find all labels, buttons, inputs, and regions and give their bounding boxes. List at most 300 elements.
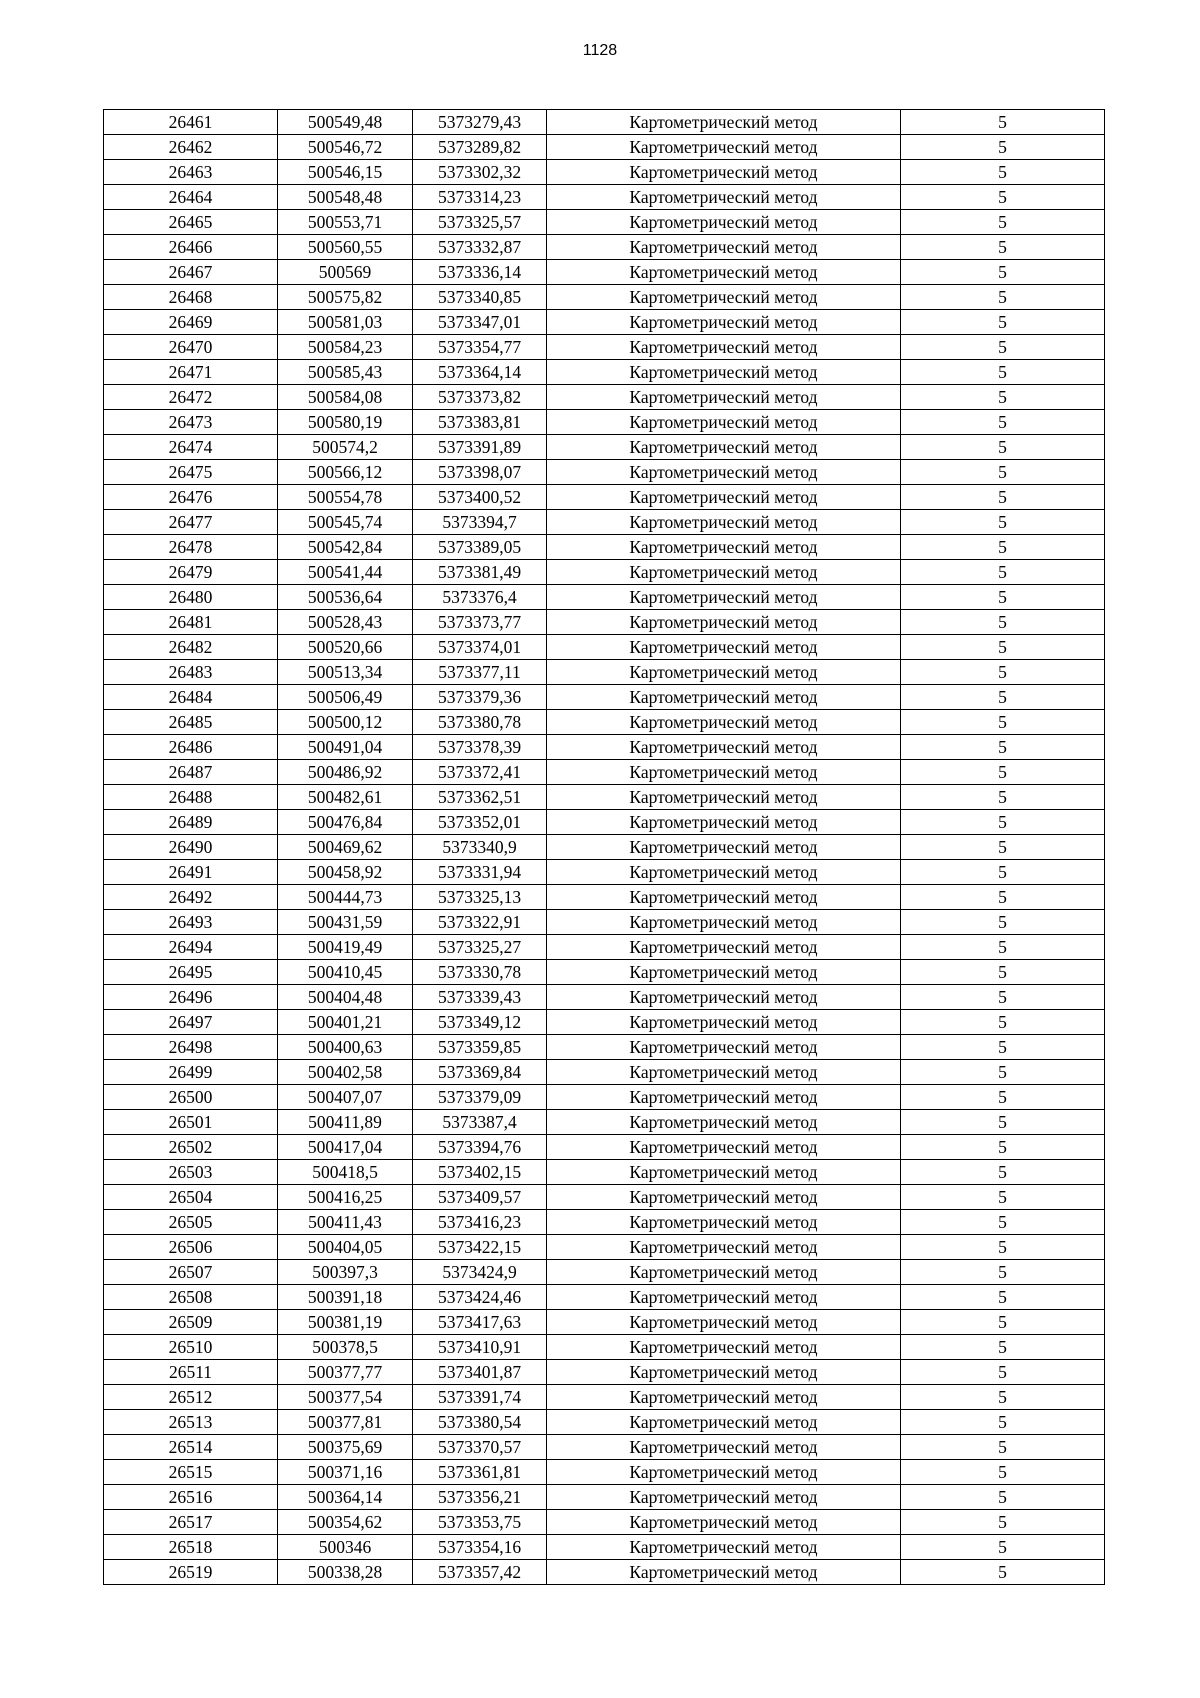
accuracy-cell: 5 bbox=[901, 360, 1105, 385]
x-coordinate-cell: 500338,28 bbox=[278, 1560, 413, 1585]
method-cell: Картометрический метод bbox=[547, 960, 901, 985]
method-cell: Картометрический метод bbox=[547, 1185, 901, 1210]
y-coordinate-cell: 5373330,78 bbox=[413, 960, 547, 985]
method-cell: Картометрический метод bbox=[547, 385, 901, 410]
x-coordinate-cell: 500418,5 bbox=[278, 1160, 413, 1185]
point-number-cell: 26471 bbox=[104, 360, 278, 385]
point-number-cell: 26474 bbox=[104, 435, 278, 460]
point-number-cell: 26492 bbox=[104, 885, 278, 910]
y-coordinate-cell: 5373356,21 bbox=[413, 1485, 547, 1510]
point-number-cell: 26517 bbox=[104, 1510, 278, 1535]
table-row bbox=[104, 960, 1105, 985]
method-cell: Картометрический метод bbox=[547, 910, 901, 935]
accuracy-cell: 5 bbox=[901, 585, 1105, 610]
point-number-cell: 26470 bbox=[104, 335, 278, 360]
y-coordinate-cell: 5373325,13 bbox=[413, 885, 547, 910]
accuracy-cell: 5 bbox=[901, 1260, 1105, 1285]
accuracy-cell: 5 bbox=[901, 1460, 1105, 1485]
x-coordinate-cell: 500545,74 bbox=[278, 510, 413, 535]
accuracy-cell: 5 bbox=[901, 985, 1105, 1010]
coordinates-table bbox=[103, 109, 1105, 1585]
point-number-cell: 26497 bbox=[104, 1010, 278, 1035]
x-coordinate-cell: 500482,61 bbox=[278, 785, 413, 810]
y-coordinate-cell: 5373380,54 bbox=[413, 1410, 547, 1435]
table-row bbox=[104, 685, 1105, 710]
x-coordinate-cell: 500553,71 bbox=[278, 210, 413, 235]
accuracy-cell: 5 bbox=[901, 1485, 1105, 1510]
point-number-cell: 26464 bbox=[104, 185, 278, 210]
method-cell: Картометрический метод bbox=[547, 585, 901, 610]
table-row bbox=[104, 935, 1105, 960]
y-coordinate-cell: 5373354,77 bbox=[413, 335, 547, 360]
method-cell: Картометрический метод bbox=[547, 1160, 901, 1185]
x-coordinate-cell: 500548,48 bbox=[278, 185, 413, 210]
accuracy-cell: 5 bbox=[901, 610, 1105, 635]
y-coordinate-cell: 5373352,01 bbox=[413, 810, 547, 835]
point-number-cell: 26483 bbox=[104, 660, 278, 685]
y-coordinate-cell: 5373336,14 bbox=[413, 260, 547, 285]
point-number-cell: 26461 bbox=[104, 110, 278, 135]
table-row bbox=[104, 610, 1105, 635]
x-coordinate-cell: 500381,19 bbox=[278, 1310, 413, 1335]
method-cell: Картометрический метод bbox=[547, 1560, 901, 1585]
y-coordinate-cell: 5373322,91 bbox=[413, 910, 547, 935]
accuracy-cell: 5 bbox=[901, 960, 1105, 985]
x-coordinate-cell: 500486,92 bbox=[278, 760, 413, 785]
point-number-cell: 26512 bbox=[104, 1385, 278, 1410]
point-number-cell: 26485 bbox=[104, 710, 278, 735]
accuracy-cell: 5 bbox=[901, 1335, 1105, 1360]
x-coordinate-cell: 500417,04 bbox=[278, 1135, 413, 1160]
x-coordinate-cell: 500431,59 bbox=[278, 910, 413, 935]
x-coordinate-cell: 500391,18 bbox=[278, 1285, 413, 1310]
method-cell: Картометрический метод bbox=[547, 335, 901, 360]
coordinates-table-body bbox=[104, 110, 1105, 1585]
method-cell: Картометрический метод bbox=[547, 1335, 901, 1360]
y-coordinate-cell: 5373401,87 bbox=[413, 1360, 547, 1385]
x-coordinate-cell: 500377,81 bbox=[278, 1410, 413, 1435]
accuracy-cell: 5 bbox=[901, 1235, 1105, 1260]
y-coordinate-cell: 5373354,16 bbox=[413, 1535, 547, 1560]
method-cell: Картометрический метод bbox=[547, 1535, 901, 1560]
point-number-cell: 26484 bbox=[104, 685, 278, 710]
point-number-cell: 26490 bbox=[104, 835, 278, 860]
y-coordinate-cell: 5373372,41 bbox=[413, 760, 547, 785]
method-cell: Картометрический метод bbox=[547, 435, 901, 460]
x-coordinate-cell: 500575,82 bbox=[278, 285, 413, 310]
method-cell: Картометрический метод bbox=[547, 535, 901, 560]
accuracy-cell: 5 bbox=[901, 935, 1105, 960]
method-cell: Картометрический метод bbox=[547, 1035, 901, 1060]
table-row bbox=[104, 335, 1105, 360]
method-cell: Картометрический метод bbox=[547, 1410, 901, 1435]
table-row bbox=[104, 285, 1105, 310]
y-coordinate-cell: 5373369,84 bbox=[413, 1060, 547, 1085]
y-coordinate-cell: 5373402,15 bbox=[413, 1160, 547, 1185]
table-row bbox=[104, 860, 1105, 885]
accuracy-cell: 5 bbox=[901, 560, 1105, 585]
method-cell: Картометрический метод bbox=[547, 935, 901, 960]
point-number-cell: 26494 bbox=[104, 935, 278, 960]
y-coordinate-cell: 5373362,51 bbox=[413, 785, 547, 810]
x-coordinate-cell: 500371,16 bbox=[278, 1460, 413, 1485]
x-coordinate-cell: 500491,04 bbox=[278, 735, 413, 760]
x-coordinate-cell: 500377,54 bbox=[278, 1385, 413, 1410]
table-row bbox=[104, 1410, 1105, 1435]
accuracy-cell: 5 bbox=[901, 1110, 1105, 1135]
x-coordinate-cell: 500469,62 bbox=[278, 835, 413, 860]
accuracy-cell: 5 bbox=[901, 760, 1105, 785]
method-cell: Картометрический метод bbox=[547, 510, 901, 535]
method-cell: Картометрический метод bbox=[547, 785, 901, 810]
point-number-cell: 26498 bbox=[104, 1035, 278, 1060]
method-cell: Картометрический метод bbox=[547, 1135, 901, 1160]
y-coordinate-cell: 5373379,09 bbox=[413, 1085, 547, 1110]
x-coordinate-cell: 500364,14 bbox=[278, 1485, 413, 1510]
y-coordinate-cell: 5373325,27 bbox=[413, 935, 547, 960]
accuracy-cell: 5 bbox=[901, 1410, 1105, 1435]
y-coordinate-cell: 5373361,81 bbox=[413, 1460, 547, 1485]
accuracy-cell: 5 bbox=[901, 1285, 1105, 1310]
method-cell: Картометрический метод bbox=[547, 1085, 901, 1110]
x-coordinate-cell: 500500,12 bbox=[278, 710, 413, 735]
method-cell: Картометрический метод bbox=[547, 835, 901, 860]
x-coordinate-cell: 500585,43 bbox=[278, 360, 413, 385]
point-number-cell: 26486 bbox=[104, 735, 278, 760]
table-row bbox=[104, 1285, 1105, 1310]
y-coordinate-cell: 5373400,52 bbox=[413, 485, 547, 510]
x-coordinate-cell: 500520,66 bbox=[278, 635, 413, 660]
x-coordinate-cell: 500404,48 bbox=[278, 985, 413, 1010]
y-coordinate-cell: 5373380,78 bbox=[413, 710, 547, 735]
y-coordinate-cell: 5373373,82 bbox=[413, 385, 547, 410]
method-cell: Картометрический метод bbox=[547, 210, 901, 235]
point-number-cell: 26506 bbox=[104, 1235, 278, 1260]
table-row bbox=[104, 110, 1105, 135]
method-cell: Картометрический метод bbox=[547, 860, 901, 885]
y-coordinate-cell: 5373370,57 bbox=[413, 1435, 547, 1460]
x-coordinate-cell: 500506,49 bbox=[278, 685, 413, 710]
x-coordinate-cell: 500397,3 bbox=[278, 1260, 413, 1285]
point-number-cell: 26475 bbox=[104, 460, 278, 485]
table-row bbox=[104, 560, 1105, 585]
method-cell: Картометрический метод bbox=[547, 1210, 901, 1235]
method-cell: Картометрический метод bbox=[547, 760, 901, 785]
method-cell: Картометрический метод bbox=[547, 485, 901, 510]
y-coordinate-cell: 5373357,42 bbox=[413, 1560, 547, 1585]
table-row bbox=[104, 1535, 1105, 1560]
point-number-cell: 26489 bbox=[104, 810, 278, 835]
method-cell: Картометрический метод bbox=[547, 1235, 901, 1260]
x-coordinate-cell: 500541,44 bbox=[278, 560, 413, 585]
x-coordinate-cell: 500402,58 bbox=[278, 1060, 413, 1085]
y-coordinate-cell: 5373416,23 bbox=[413, 1210, 547, 1235]
x-coordinate-cell: 500554,78 bbox=[278, 485, 413, 510]
x-coordinate-cell: 500580,19 bbox=[278, 410, 413, 435]
accuracy-cell: 5 bbox=[901, 1310, 1105, 1335]
y-coordinate-cell: 5373424,9 bbox=[413, 1260, 547, 1285]
x-coordinate-cell: 500377,77 bbox=[278, 1360, 413, 1385]
table-row bbox=[104, 360, 1105, 385]
accuracy-cell: 5 bbox=[901, 460, 1105, 485]
accuracy-cell: 5 bbox=[901, 1360, 1105, 1385]
method-cell: Картометрический метод bbox=[547, 610, 901, 635]
y-coordinate-cell: 5373424,46 bbox=[413, 1285, 547, 1310]
table-row bbox=[104, 710, 1105, 735]
method-cell: Картометрический метод bbox=[547, 810, 901, 835]
method-cell: Картометрический метод bbox=[547, 735, 901, 760]
x-coordinate-cell: 500401,21 bbox=[278, 1010, 413, 1035]
table-row bbox=[104, 910, 1105, 935]
point-number-cell: 26503 bbox=[104, 1160, 278, 1185]
point-number-cell: 26505 bbox=[104, 1210, 278, 1235]
table-row bbox=[104, 410, 1105, 435]
table-row bbox=[104, 460, 1105, 485]
point-number-cell: 26478 bbox=[104, 535, 278, 560]
y-coordinate-cell: 5373378,39 bbox=[413, 735, 547, 760]
accuracy-cell: 5 bbox=[901, 710, 1105, 735]
x-coordinate-cell: 500584,23 bbox=[278, 335, 413, 360]
accuracy-cell: 5 bbox=[901, 510, 1105, 535]
point-number-cell: 26509 bbox=[104, 1310, 278, 1335]
accuracy-cell: 5 bbox=[901, 660, 1105, 685]
point-number-cell: 26504 bbox=[104, 1185, 278, 1210]
y-coordinate-cell: 5373359,85 bbox=[413, 1035, 547, 1060]
table-row bbox=[104, 760, 1105, 785]
y-coordinate-cell: 5373394,7 bbox=[413, 510, 547, 535]
table-row bbox=[104, 1010, 1105, 1035]
method-cell: Картометрический метод bbox=[547, 235, 901, 260]
method-cell: Картометрический метод bbox=[547, 685, 901, 710]
x-coordinate-cell: 500528,43 bbox=[278, 610, 413, 635]
y-coordinate-cell: 5373349,12 bbox=[413, 1010, 547, 1035]
table-row bbox=[104, 185, 1105, 210]
table-row bbox=[104, 635, 1105, 660]
point-number-cell: 26477 bbox=[104, 510, 278, 535]
point-number-cell: 26472 bbox=[104, 385, 278, 410]
accuracy-cell: 5 bbox=[901, 410, 1105, 435]
accuracy-cell: 5 bbox=[901, 260, 1105, 285]
x-coordinate-cell: 500411,43 bbox=[278, 1210, 413, 1235]
y-coordinate-cell: 5373417,63 bbox=[413, 1310, 547, 1335]
method-cell: Картометрический метод bbox=[547, 1285, 901, 1310]
method-cell: Картометрический метод bbox=[547, 260, 901, 285]
method-cell: Картометрический метод bbox=[547, 1485, 901, 1510]
accuracy-cell: 5 bbox=[901, 1535, 1105, 1560]
y-coordinate-cell: 5373391,74 bbox=[413, 1385, 547, 1410]
method-cell: Картометрический метод bbox=[547, 635, 901, 660]
method-cell: Картометрический метод bbox=[547, 710, 901, 735]
accuracy-cell: 5 bbox=[901, 785, 1105, 810]
point-number-cell: 26493 bbox=[104, 910, 278, 935]
x-coordinate-cell: 500542,84 bbox=[278, 535, 413, 560]
point-number-cell: 26487 bbox=[104, 760, 278, 785]
point-number-cell: 26466 bbox=[104, 235, 278, 260]
x-coordinate-cell: 500546,72 bbox=[278, 135, 413, 160]
point-number-cell: 26499 bbox=[104, 1060, 278, 1085]
x-coordinate-cell: 500546,15 bbox=[278, 160, 413, 185]
method-cell: Картометрический метод bbox=[547, 1060, 901, 1085]
x-coordinate-cell: 500411,89 bbox=[278, 1110, 413, 1135]
table-row bbox=[104, 435, 1105, 460]
method-cell: Картометрический метод bbox=[547, 985, 901, 1010]
method-cell: Картометрический метод bbox=[547, 410, 901, 435]
x-coordinate-cell: 500375,69 bbox=[278, 1435, 413, 1460]
method-cell: Картометрический метод bbox=[547, 160, 901, 185]
table-row bbox=[104, 810, 1105, 835]
method-cell: Картометрический метод bbox=[547, 1385, 901, 1410]
table-row bbox=[104, 985, 1105, 1010]
x-coordinate-cell: 500419,49 bbox=[278, 935, 413, 960]
method-cell: Картометрический метод bbox=[547, 1435, 901, 1460]
y-coordinate-cell: 5373325,57 bbox=[413, 210, 547, 235]
accuracy-cell: 5 bbox=[901, 810, 1105, 835]
method-cell: Картометрический метод bbox=[547, 1360, 901, 1385]
point-number-cell: 26481 bbox=[104, 610, 278, 635]
table-row bbox=[104, 585, 1105, 610]
accuracy-cell: 5 bbox=[901, 535, 1105, 560]
accuracy-cell: 5 bbox=[901, 485, 1105, 510]
method-cell: Картометрический метод bbox=[547, 1510, 901, 1535]
x-coordinate-cell: 500513,34 bbox=[278, 660, 413, 685]
method-cell: Картометрический метод bbox=[547, 1260, 901, 1285]
y-coordinate-cell: 5373377,11 bbox=[413, 660, 547, 685]
x-coordinate-cell: 500536,64 bbox=[278, 585, 413, 610]
point-number-cell: 26516 bbox=[104, 1485, 278, 1510]
x-coordinate-cell: 500581,03 bbox=[278, 310, 413, 335]
y-coordinate-cell: 5373374,01 bbox=[413, 635, 547, 660]
table-row bbox=[104, 1310, 1105, 1335]
table-row bbox=[104, 485, 1105, 510]
method-cell: Картометрический метод bbox=[547, 110, 901, 135]
y-coordinate-cell: 5373332,87 bbox=[413, 235, 547, 260]
table-row bbox=[104, 1510, 1105, 1535]
y-coordinate-cell: 5373364,14 bbox=[413, 360, 547, 385]
table-row bbox=[104, 160, 1105, 185]
x-coordinate-cell: 500407,07 bbox=[278, 1085, 413, 1110]
accuracy-cell: 5 bbox=[901, 235, 1105, 260]
table-row bbox=[104, 1210, 1105, 1235]
accuracy-cell: 5 bbox=[901, 1060, 1105, 1085]
accuracy-cell: 5 bbox=[901, 1560, 1105, 1585]
point-number-cell: 26515 bbox=[104, 1460, 278, 1485]
accuracy-cell: 5 bbox=[901, 135, 1105, 160]
point-number-cell: 26473 bbox=[104, 410, 278, 435]
y-coordinate-cell: 5373331,94 bbox=[413, 860, 547, 885]
point-number-cell: 26508 bbox=[104, 1285, 278, 1310]
x-coordinate-cell: 500476,84 bbox=[278, 810, 413, 835]
table-row bbox=[104, 835, 1105, 860]
point-number-cell: 26482 bbox=[104, 635, 278, 660]
table-row bbox=[104, 385, 1105, 410]
table-row bbox=[104, 1385, 1105, 1410]
accuracy-cell: 5 bbox=[901, 1385, 1105, 1410]
accuracy-cell: 5 bbox=[901, 1510, 1105, 1535]
accuracy-cell: 5 bbox=[901, 1085, 1105, 1110]
method-cell: Картометрический метод bbox=[547, 1110, 901, 1135]
table-row bbox=[104, 1160, 1105, 1185]
accuracy-cell: 5 bbox=[901, 1210, 1105, 1235]
accuracy-cell: 5 bbox=[901, 310, 1105, 335]
point-number-cell: 26513 bbox=[104, 1410, 278, 1435]
point-number-cell: 26511 bbox=[104, 1360, 278, 1385]
y-coordinate-cell: 5373387,4 bbox=[413, 1110, 547, 1135]
point-number-cell: 26500 bbox=[104, 1085, 278, 1110]
table-row bbox=[104, 1260, 1105, 1285]
table-row bbox=[104, 260, 1105, 285]
x-coordinate-cell: 500569 bbox=[278, 260, 413, 285]
x-coordinate-cell: 500416,25 bbox=[278, 1185, 413, 1210]
x-coordinate-cell: 500574,2 bbox=[278, 435, 413, 460]
accuracy-cell: 5 bbox=[901, 110, 1105, 135]
method-cell: Картометрический метод bbox=[547, 310, 901, 335]
table-row bbox=[104, 1485, 1105, 1510]
y-coordinate-cell: 5373340,85 bbox=[413, 285, 547, 310]
table-row bbox=[104, 1110, 1105, 1135]
y-coordinate-cell: 5373347,01 bbox=[413, 310, 547, 335]
y-coordinate-cell: 5373409,57 bbox=[413, 1185, 547, 1210]
method-cell: Картометрический метод bbox=[547, 1460, 901, 1485]
y-coordinate-cell: 5373383,81 bbox=[413, 410, 547, 435]
table-row bbox=[104, 310, 1105, 335]
table-row bbox=[104, 1360, 1105, 1385]
x-coordinate-cell: 500458,92 bbox=[278, 860, 413, 885]
accuracy-cell: 5 bbox=[901, 835, 1105, 860]
table-row bbox=[104, 1085, 1105, 1110]
accuracy-cell: 5 bbox=[901, 860, 1105, 885]
x-coordinate-cell: 500566,12 bbox=[278, 460, 413, 485]
y-coordinate-cell: 5373353,75 bbox=[413, 1510, 547, 1535]
x-coordinate-cell: 500354,62 bbox=[278, 1510, 413, 1535]
table-row bbox=[104, 785, 1105, 810]
y-coordinate-cell: 5373340,9 bbox=[413, 835, 547, 860]
table-row bbox=[104, 1060, 1105, 1085]
x-coordinate-cell: 500584,08 bbox=[278, 385, 413, 410]
y-coordinate-cell: 5373302,32 bbox=[413, 160, 547, 185]
table-row bbox=[104, 535, 1105, 560]
method-cell: Картометрический метод bbox=[547, 185, 901, 210]
point-number-cell: 26463 bbox=[104, 160, 278, 185]
y-coordinate-cell: 5373398,07 bbox=[413, 460, 547, 485]
y-coordinate-cell: 5373379,36 bbox=[413, 685, 547, 710]
table-row bbox=[104, 660, 1105, 685]
accuracy-cell: 5 bbox=[901, 210, 1105, 235]
table-row bbox=[104, 210, 1105, 235]
table-row bbox=[104, 135, 1105, 160]
x-coordinate-cell: 500410,45 bbox=[278, 960, 413, 985]
y-coordinate-cell: 5373314,23 bbox=[413, 185, 547, 210]
table-row bbox=[104, 1560, 1105, 1585]
point-number-cell: 26501 bbox=[104, 1110, 278, 1135]
y-coordinate-cell: 5373381,49 bbox=[413, 560, 547, 585]
accuracy-cell: 5 bbox=[901, 635, 1105, 660]
x-coordinate-cell: 500400,63 bbox=[278, 1035, 413, 1060]
table-row bbox=[104, 1335, 1105, 1360]
y-coordinate-cell: 5373339,43 bbox=[413, 985, 547, 1010]
method-cell: Картометрический метод bbox=[547, 660, 901, 685]
table-row bbox=[104, 1235, 1105, 1260]
accuracy-cell: 5 bbox=[901, 1010, 1105, 1035]
accuracy-cell: 5 bbox=[901, 285, 1105, 310]
accuracy-cell: 5 bbox=[901, 1135, 1105, 1160]
y-coordinate-cell: 5373394,76 bbox=[413, 1135, 547, 1160]
point-number-cell: 26507 bbox=[104, 1260, 278, 1285]
point-number-cell: 26462 bbox=[104, 135, 278, 160]
table-row bbox=[104, 1135, 1105, 1160]
page-number: 1128 bbox=[582, 42, 618, 59]
point-number-cell: 26479 bbox=[104, 560, 278, 585]
table-row bbox=[104, 885, 1105, 910]
